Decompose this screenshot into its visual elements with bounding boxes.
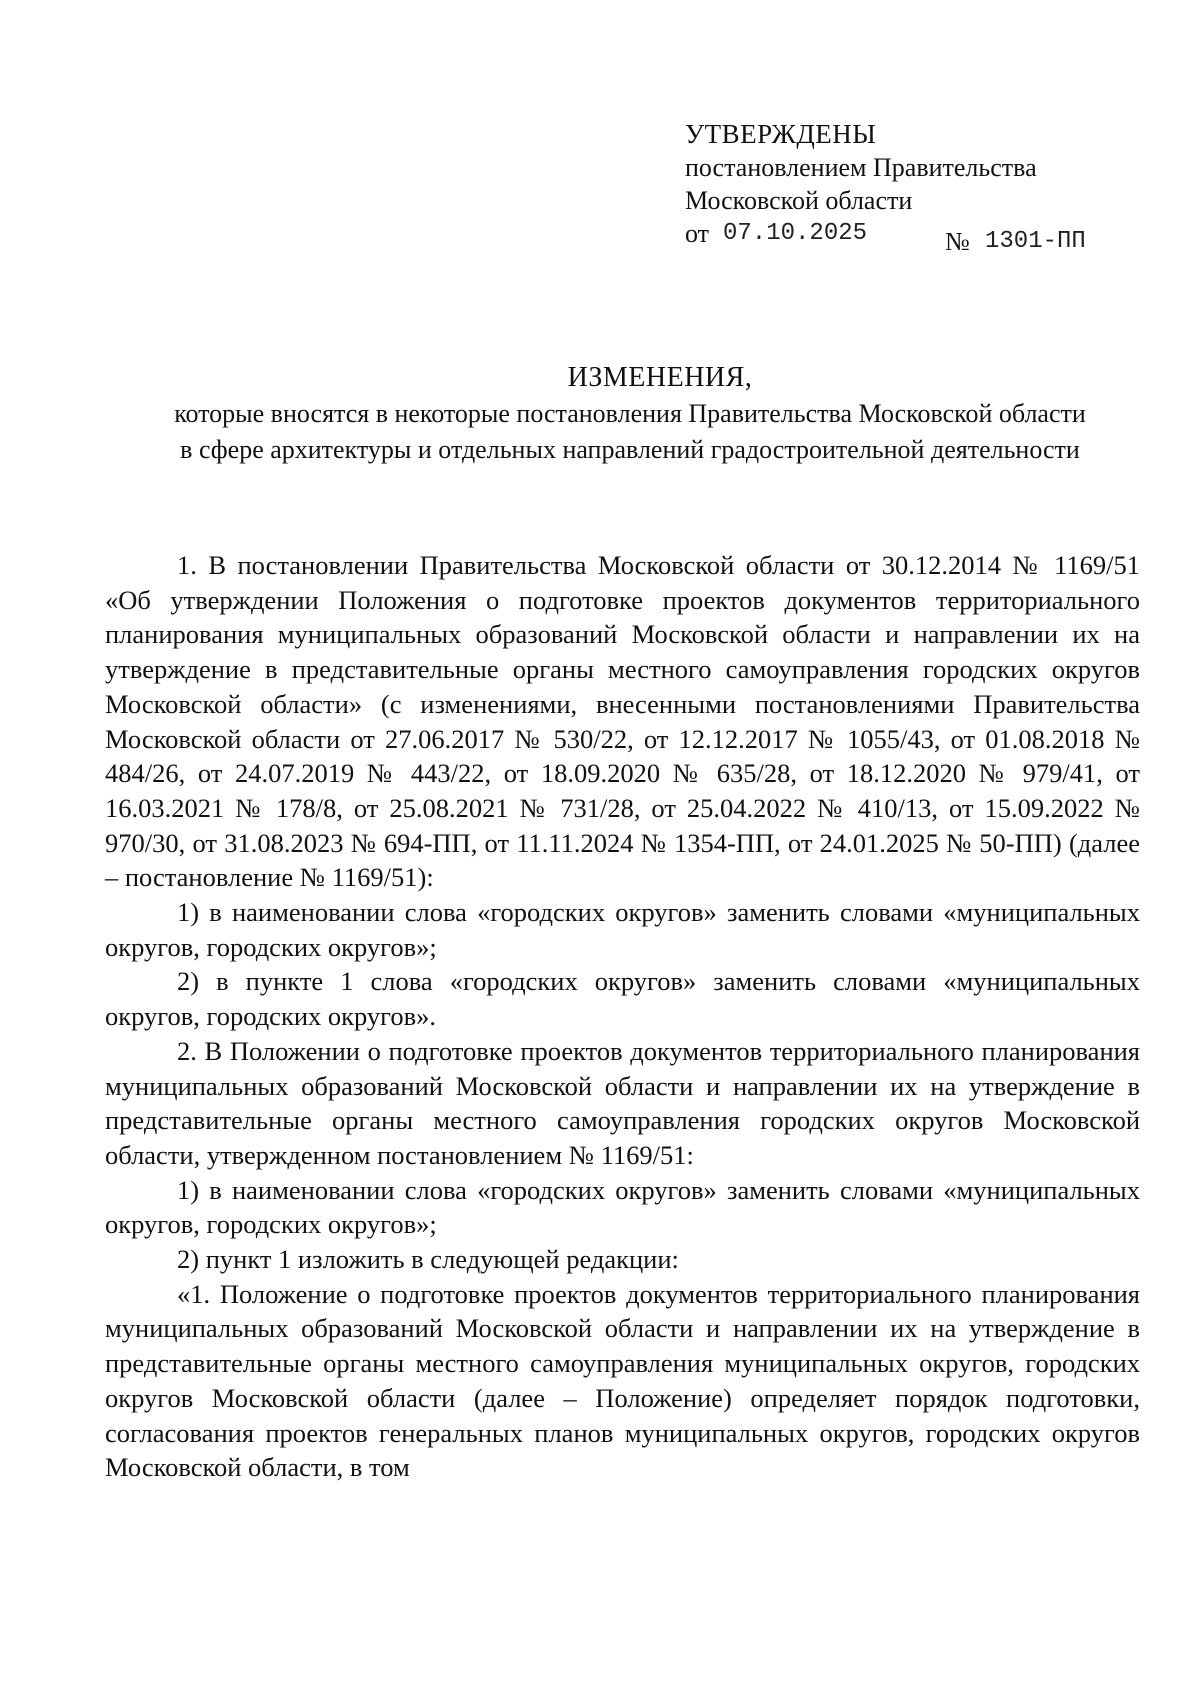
paragraph-item-2: 2. В Положении о подготовке проектов документов территориального планирования муниципальных образований Московской области и направлении их на утверждение в представительные органы местного самоуправления городских округов Московской области, утвержденном постановлением № 1169/51:: [105, 1035, 1140, 1170]
approval-line-1: постановлением Правительства: [685, 153, 1037, 182]
paragraph-item-2-sub-1: 1) в наименовании слова «городских округов» заменить словами «муниципальных округов, городских округов»;: [105, 1174, 1140, 1240]
approval-number: 1301-ПП: [985, 228, 1086, 255]
document-body: [105, 548, 1140, 1485]
approval-date-prefix: от: [685, 219, 710, 248]
heading-title: ИЗМЕНЕНИЯ,: [567, 362, 753, 393]
heading-subtitle-line-2: в сфере архитектуры и отдельных направлений градостроительной деятельности: [180, 435, 1080, 464]
heading-subtitle-line-1: которые вносятся в некоторые постановления Правительства Московской области: [174, 399, 1086, 428]
document-heading: [110, 360, 1150, 468]
paragraph-item-1-sub-1: 1) в наименовании слова «городских округов» заменить словами «муниципальных округов, городских округов»;: [105, 897, 1140, 962]
approval-line-2: Московской области: [685, 186, 913, 215]
approval-date-row: [685, 217, 1125, 256]
approval-block: [685, 118, 1125, 256]
paragraph-quoted-point-1: «1. Положение о подготовке проектов документов территориального планирования муниципальных образований Московской области и направлении их на утверждение в представительные органы местного самоуправления муниципальных округов, городских округов Московской области (далее – Положение) определяет порядок подготовки, согласования проектов генеральных планов муниципальных округов, городских округов Московской области, в том: [105, 1278, 1140, 1483]
approval-title: УТВЕРЖДЕНЫ: [685, 119, 877, 149]
paragraph-item-1-sub-2: 2) в пункте 1 слова «городских округов» заменить словами «муниципальных округов, городских округов».: [105, 966, 1140, 1032]
paragraph-item-2-sub-2: 2) пункт 1 изложить в следующей редакции:: [177, 1244, 679, 1275]
approval-date: 07.10.2025: [723, 220, 868, 247]
approval-number-sign: №: [945, 227, 970, 256]
paragraph-item-1: 1. В постановлении Правительства Московской области от 30.12.2014 № 1169/51 «Об утверждении Положения о подготовке проектов документов территориального планирования муниципальных образований Московской области и направлении их на утверждение в представительные органы местного самоуправления городских округов Московской области» (с изменениями, внесенными постановлениями Правительства Московской области от 27.06.2017 № 530/22, от 12.12.2017 № 1055/43, от 01.08.2018 № 484/26, от 24.07.2019 № 443/22, от 18.09.2020 № 635/28, от 18.12.2020 № 979/41, от 16.03.2021 № 178/8, от 25.08.2021 № 731/28, от 25.04.2022 № 410/13, от 15.09.2022 № 970/30, от 31.08.2023 № 694-ПП, от 11.11.2024 № 1354-ПП, от 24.01.2025 № 50-ПП) (далее – постановление № 1169/51):: [105, 550, 1140, 893]
